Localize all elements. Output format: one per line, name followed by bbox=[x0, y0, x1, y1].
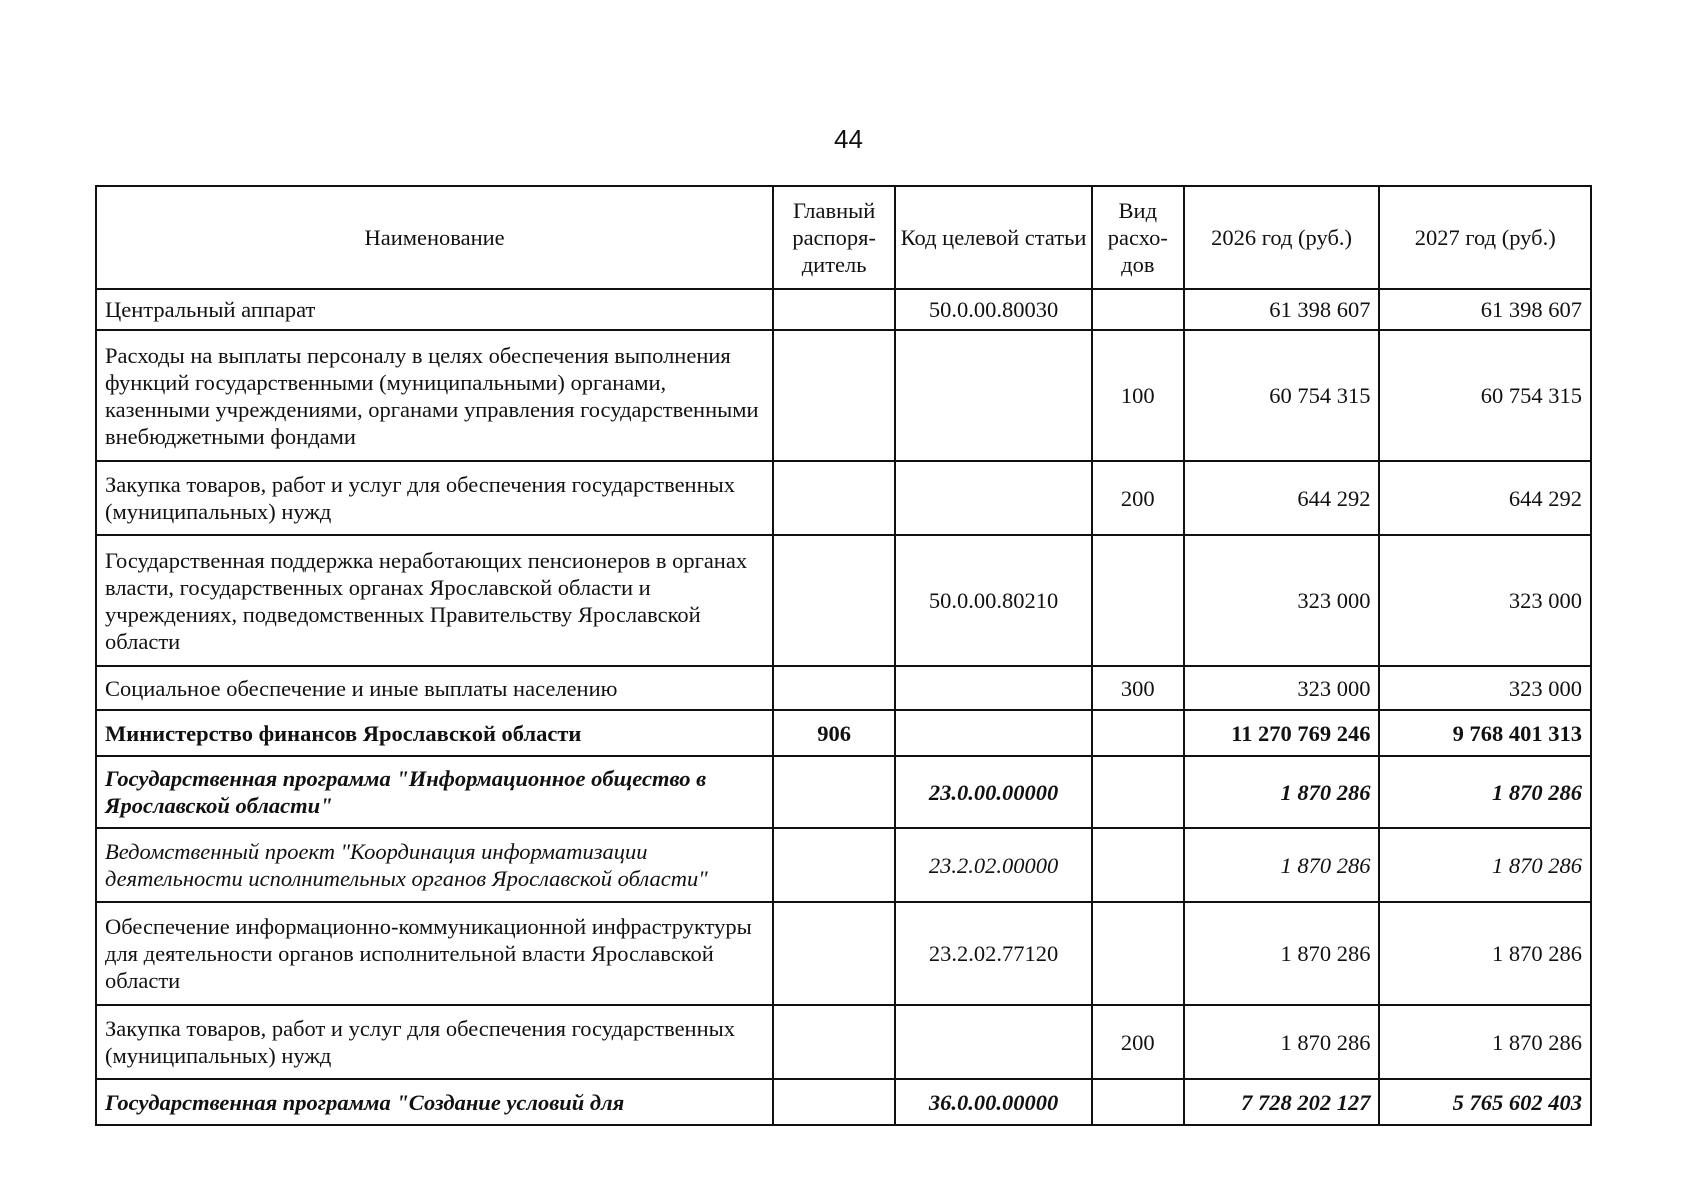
row-type bbox=[1092, 710, 1184, 756]
row-type bbox=[1092, 828, 1184, 902]
header-code: Код целевой статьи bbox=[895, 186, 1092, 289]
row-manager bbox=[773, 330, 895, 461]
table-row bbox=[96, 461, 1591, 535]
row-2026: 1 870 286 bbox=[1184, 902, 1380, 1005]
table-row bbox=[96, 1079, 1591, 1125]
table-row bbox=[96, 535, 1591, 666]
row-code: 50.0.00.80210 bbox=[895, 535, 1092, 666]
row-2026: 644 292 bbox=[1184, 461, 1380, 535]
row-type: 200 bbox=[1092, 461, 1184, 535]
row-type bbox=[1092, 535, 1184, 666]
row-name: Ведомственный проект "Координация информатизации деятельности исполнительных органов Ярославской области" bbox=[96, 828, 773, 902]
table-row bbox=[96, 289, 1591, 330]
table-row bbox=[96, 710, 1591, 756]
table-row bbox=[96, 828, 1591, 902]
row-2027: 323 000 bbox=[1379, 535, 1591, 666]
row-code: 23.0.00.00000 bbox=[895, 756, 1092, 828]
row-2026: 11 270 769 246 bbox=[1184, 710, 1380, 756]
row-2026: 1 870 286 bbox=[1184, 756, 1380, 828]
row-type: 200 bbox=[1092, 1005, 1184, 1079]
row-manager bbox=[773, 828, 895, 902]
row-name: Центральный аппарат bbox=[96, 289, 773, 330]
row-manager bbox=[773, 756, 895, 828]
row-code: 23.2.02.00000 bbox=[895, 828, 1092, 902]
row-manager: 906 bbox=[773, 710, 895, 756]
row-2026: 61 398 607 bbox=[1184, 289, 1380, 330]
row-2027: 9 768 401 313 bbox=[1379, 710, 1591, 756]
row-code: 36.0.00.00000 bbox=[895, 1079, 1092, 1125]
row-name: Обеспечение информационно-коммуникационной инфраструктуры для деятельности органов исполнительной власти Ярославской области bbox=[96, 902, 773, 1005]
row-manager bbox=[773, 535, 895, 666]
row-2027: 60 754 315 bbox=[1379, 330, 1591, 461]
row-name: Закупка товаров, работ и услуг для обеспечения государственных (муниципальных) нужд bbox=[96, 1005, 773, 1079]
table-row bbox=[96, 330, 1591, 461]
row-name: Министерство финансов Ярославской области bbox=[96, 710, 773, 756]
row-2027: 1 870 286 bbox=[1379, 828, 1591, 902]
header-name: Наименование bbox=[96, 186, 773, 289]
table-row bbox=[96, 666, 1591, 710]
row-code: 50.0.00.80030 bbox=[895, 289, 1092, 330]
row-2027: 1 870 286 bbox=[1379, 756, 1591, 828]
row-2026: 323 000 bbox=[1184, 666, 1380, 710]
header-2026: 2026 год (руб.) bbox=[1184, 186, 1380, 289]
row-manager bbox=[773, 1079, 895, 1125]
row-manager bbox=[773, 461, 895, 535]
row-2027: 61 398 607 bbox=[1379, 289, 1591, 330]
row-name: Государственная программа "Создание условий для bbox=[96, 1079, 773, 1125]
row-2026: 323 000 bbox=[1184, 535, 1380, 666]
row-manager bbox=[773, 902, 895, 1005]
row-2026: 1 870 286 bbox=[1184, 828, 1380, 902]
header-2027: 2027 год (руб.) bbox=[1379, 186, 1591, 289]
row-code bbox=[895, 330, 1092, 461]
row-manager bbox=[773, 289, 895, 330]
table-row bbox=[96, 902, 1591, 1005]
row-2027: 644 292 bbox=[1379, 461, 1591, 535]
row-name: Расходы на выплаты персоналу в целях обеспечения выполнения функций государственными (муниципальными) органами, казенными учреждениями, органами управления государственными внебюджетными фондами bbox=[96, 330, 773, 461]
row-name: Государственная программа "Информационное общество в Ярославской области" bbox=[96, 756, 773, 828]
row-type bbox=[1092, 756, 1184, 828]
row-2027: 1 870 286 bbox=[1379, 902, 1591, 1005]
row-type bbox=[1092, 289, 1184, 330]
row-2026: 7 728 202 127 bbox=[1184, 1079, 1380, 1125]
table-row bbox=[96, 756, 1591, 828]
page-number: 44 bbox=[834, 124, 863, 154]
row-code bbox=[895, 1005, 1092, 1079]
row-name: Социальное обеспечение и иные выплаты населению bbox=[96, 666, 773, 710]
row-2026: 1 870 286 bbox=[1184, 1005, 1380, 1079]
row-code bbox=[895, 666, 1092, 710]
row-2026: 60 754 315 bbox=[1184, 330, 1380, 461]
row-type bbox=[1092, 902, 1184, 1005]
row-manager bbox=[773, 666, 895, 710]
row-2027: 5 765 602 403 bbox=[1379, 1079, 1591, 1125]
row-manager bbox=[773, 1005, 895, 1079]
row-code bbox=[895, 710, 1092, 756]
header-type: Вид расхо- дов bbox=[1092, 186, 1184, 289]
header-manager: Главный распоря- дитель bbox=[773, 186, 895, 289]
row-type: 300 bbox=[1092, 666, 1184, 710]
row-type: 100 bbox=[1092, 330, 1184, 461]
table-header-row bbox=[96, 186, 1591, 289]
row-code: 23.2.02.77120 bbox=[895, 902, 1092, 1005]
row-type bbox=[1092, 1079, 1184, 1125]
row-code bbox=[895, 461, 1092, 535]
row-2027: 1 870 286 bbox=[1379, 1005, 1591, 1079]
row-name: Государственная поддержка неработающих пенсионеров в органах власти, государственных органах Ярославской области и учреждениях, подведомственных Правительству Ярославской области bbox=[96, 535, 773, 666]
row-2027: 323 000 bbox=[1379, 666, 1591, 710]
table-row bbox=[96, 1005, 1591, 1079]
row-name: Закупка товаров, работ и услуг для обеспечения государственных (муниципальных) нужд bbox=[96, 461, 773, 535]
budget-table bbox=[95, 185, 1592, 1126]
